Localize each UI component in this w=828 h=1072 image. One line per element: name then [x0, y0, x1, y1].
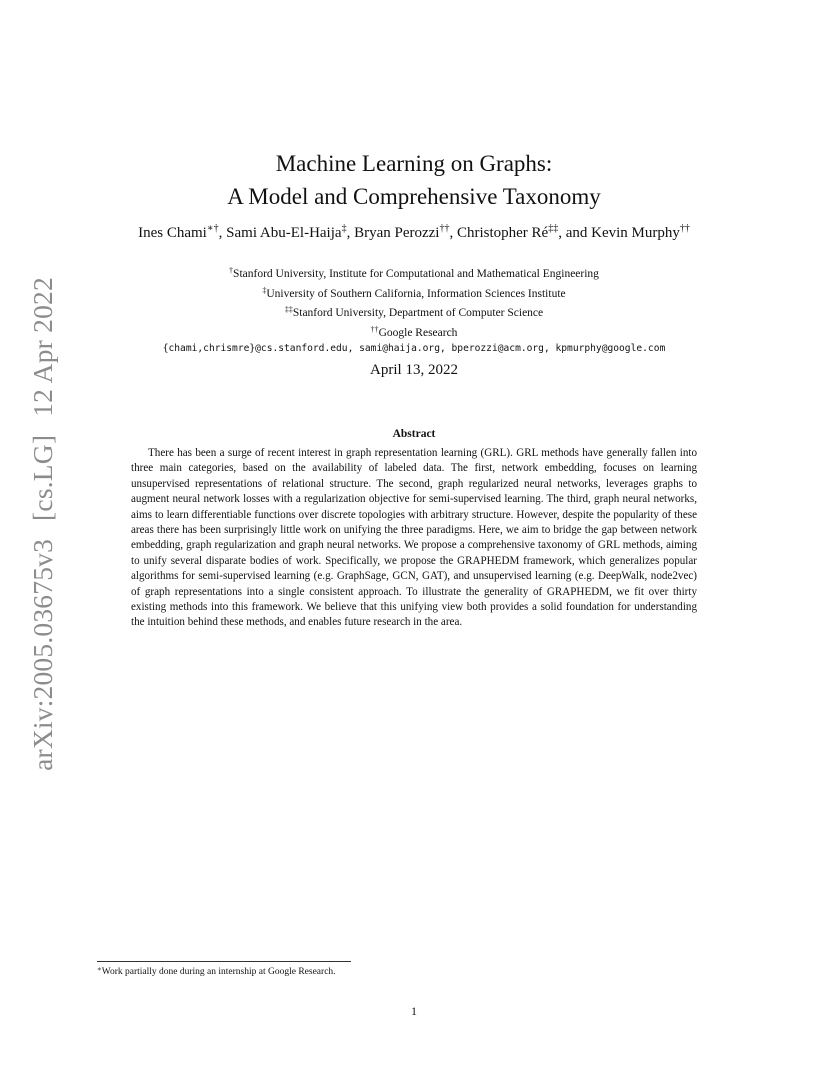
title-line-1: Machine Learning on Graphs:	[275, 151, 553, 176]
footnote-mark: ∗	[97, 965, 102, 973]
author-marks: ††	[439, 223, 450, 234]
affiliation	[0, 283, 828, 303]
affiliation	[0, 302, 828, 322]
abstract-body: There has been a surge of recent interest in graph representation learning (GRL). GRL methods have generally fallen into three main categories, based on the availability of labeled data. The first, network embedding, focuses on learning unsupervised representations of relational structure. The second, graph regularized neural networks, leverages graphs to augment neural network losses with a regularization objective for semi-supervised learning. The third, graph neural networks, aims to learn differentiable functions over discrete topologies with arbitrary structure. However, despite the popularity of these areas there has been surprisingly little work on unifying the three paradigms. Here, we aim to bridge the gap between network embedding, graph regularization and graph neural networks. We propose a comprehensive taxonomy of GRL methods, aiming to unify several disparate bodies of work. Specifically, we propose the GRAPHEDM framework, which generalizes popular algorithms for semi-supervised learning (e.g. GraphSage, GCN, GAT), and unsupervised learning (e.g. DeepWalk, node2vec) of graph representations into a single consistent approach. To illustrate the generality of GRAPHEDM, we fit over thirty existing methods into this framework. We believe that this unifying view both provides a solid foundation for understanding the intuition behind these methods, and enables future research in the area.	[131, 447, 697, 629]
footnote-text: Work partially done during an internship at Google Research.	[101, 967, 336, 977]
author-separator: ,	[346, 225, 355, 241]
author-marks: ‡	[341, 223, 347, 234]
email-list: {chami,chrismre}@cs.stanford.edu, sami@haija.org, bperozzi@acm.org, kpmurphy@google.com	[162, 343, 666, 354]
arxiv-date: 12 Apr 2022	[27, 277, 58, 417]
affiliation	[0, 263, 828, 283]
affiliation	[0, 322, 828, 342]
author-separator: ,	[218, 225, 227, 241]
affiliations	[0, 263, 828, 357]
affiliation-text: Stanford University, Department of Computer Science	[292, 307, 544, 319]
affiliation-mark: ‡	[262, 285, 267, 295]
author-emails	[0, 341, 828, 357]
author: Bryan Perozzi	[354, 225, 440, 241]
affiliation-text: Stanford University, Institute for Computational and Mathematical Engineering	[233, 268, 599, 280]
author-marks: ∗†	[206, 223, 219, 234]
affiliation-mark: ‡‡	[284, 305, 293, 314]
page-number: 1	[411, 1004, 417, 1018]
affiliation-text: University of Southern California, Information Sciences Institute	[266, 287, 566, 300]
title-line-2: A Model and Comprehensive Taxonomy	[227, 184, 601, 209]
paper-date: April 13, 2022	[370, 362, 458, 378]
author-separator: , and	[558, 225, 592, 241]
author-marks: ‡‡	[548, 223, 559, 234]
arxiv-id: arXiv:2005.03675v3	[27, 538, 58, 771]
author: Ines Chami	[138, 225, 207, 241]
author: Christopher Ré	[456, 225, 549, 241]
author: Kevin Murphy	[591, 225, 680, 241]
footnote	[97, 965, 336, 977]
affiliation-text: Google Research	[378, 326, 458, 339]
affiliation-mark: †	[229, 266, 234, 275]
footnote-rule	[97, 961, 351, 962]
author-separator: ,	[449, 225, 457, 241]
author: Sami Abu-El-Haija	[226, 225, 342, 241]
author-list	[0, 223, 828, 242]
affiliation-mark: ††	[370, 324, 379, 334]
abstract-heading: Abstract	[392, 428, 436, 440]
arxiv-category: [cs.LG]	[27, 434, 58, 521]
author-marks: ††	[679, 223, 690, 234]
paper-title	[0, 147, 828, 213]
